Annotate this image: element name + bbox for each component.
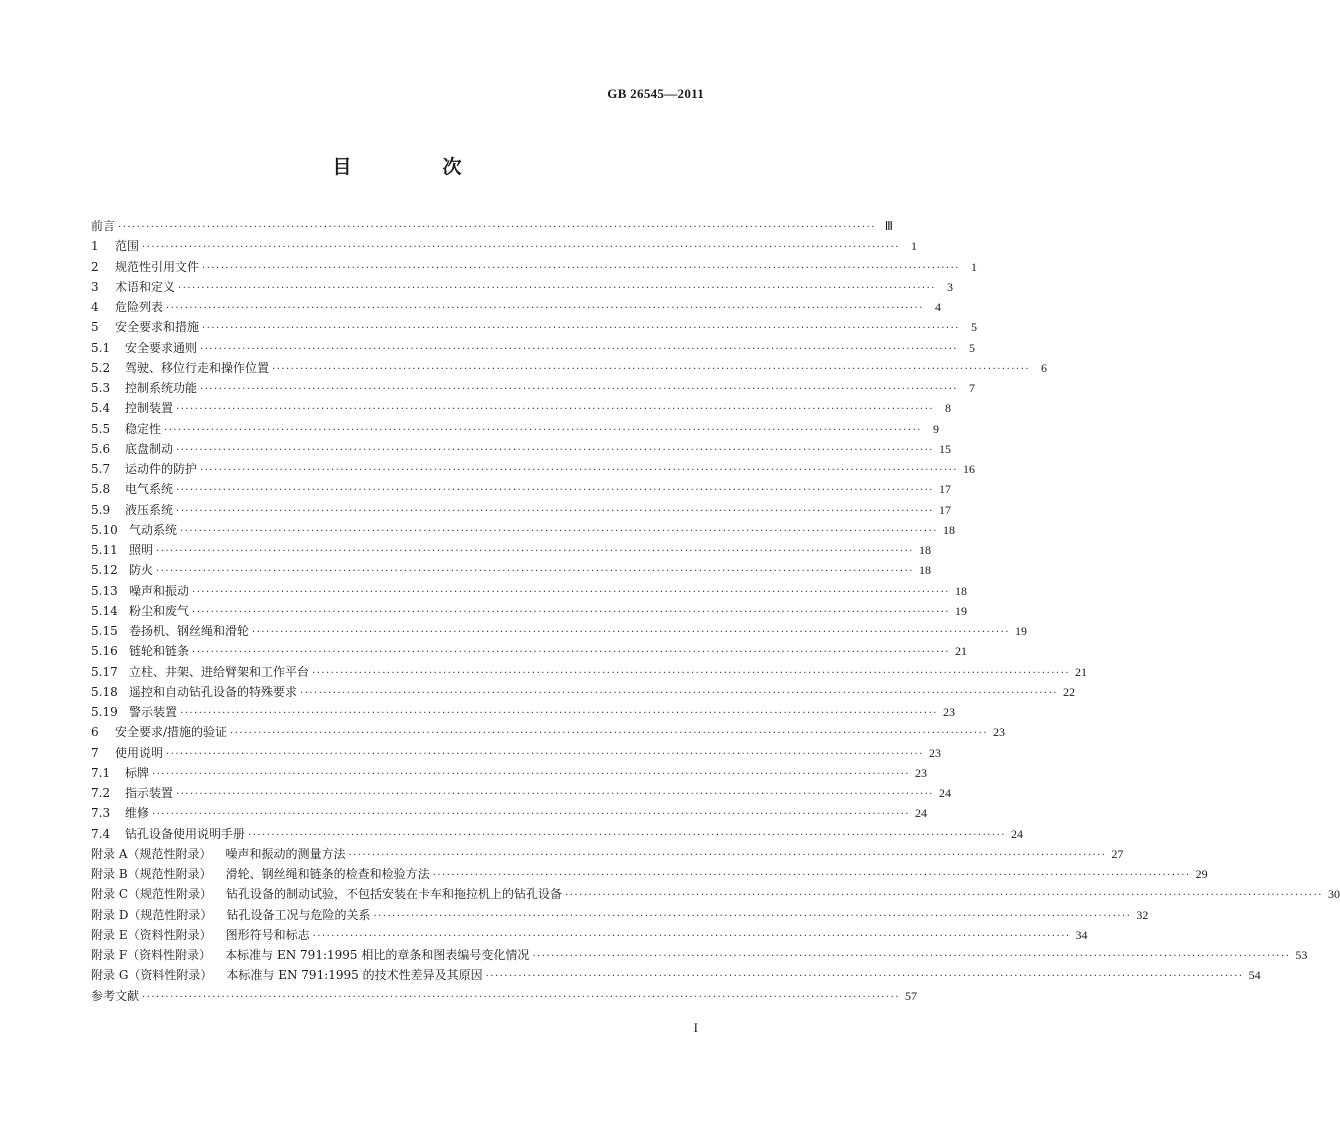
toc-entry[interactable]	[91, 439, 951, 459]
toc-leader-dots	[176, 400, 934, 420]
toc-entry-number: 5	[91, 320, 99, 335]
toc-leader-dots	[192, 583, 950, 603]
table-of-contents	[91, 216, 1340, 1006]
toc-entry-label: 粉尘和废气	[129, 603, 190, 618]
toc-entry-number: 5.6	[91, 441, 111, 456]
toc-entry-label: 图形符号和标志	[225, 927, 310, 942]
toc-leader-dots	[200, 380, 958, 400]
toc-entry-number: 附录 B（规范性附录）	[91, 867, 212, 881]
toc-entry[interactable]	[91, 743, 941, 763]
toc-entry[interactable]	[91, 864, 1208, 884]
toc-entry-page: 17	[938, 502, 951, 517]
toc-leader-dots	[166, 745, 924, 765]
toc-leader-dots	[152, 765, 910, 785]
toc-entry-number: 7	[91, 745, 99, 760]
page-number: I	[693, 1020, 698, 1035]
toc-entry-page: 15	[938, 441, 951, 456]
toc-entry[interactable]	[91, 540, 931, 560]
toc-entry-page: 23	[914, 765, 927, 780]
toc-entry[interactable]	[91, 216, 893, 236]
toc-entry-number: 附录 F（资料性附录）	[91, 948, 212, 962]
toc-entry[interactable]	[91, 824, 1023, 844]
toc-entry[interactable]	[91, 358, 1047, 378]
toc-entry-page: 5	[970, 320, 977, 335]
toc-leader-dots	[164, 421, 922, 441]
toc-entry[interactable]	[91, 803, 927, 823]
toc-leader-dots	[176, 785, 934, 805]
toc-entry[interactable]	[91, 338, 975, 358]
toc-entry-page: 6	[1040, 360, 1047, 375]
toc-entry[interactable]	[91, 297, 941, 317]
toc-entry-label: 卷扬机、钢丝绳和滑轮	[129, 624, 250, 638]
toc-entry-page: 17	[938, 482, 951, 497]
toc-leader-dots	[192, 603, 950, 623]
toc-entry-label: 噪声和振动	[129, 583, 190, 598]
toc-entry-page: 24	[1010, 826, 1023, 841]
toc-leader-dots	[532, 947, 1290, 967]
page-title: 目 次	[332, 156, 498, 178]
toc-entry-label: 规范性引用文件	[115, 259, 200, 274]
toc-entry-page: 21	[954, 644, 967, 659]
toc-entry-page: 4	[934, 300, 941, 314]
toc-entry[interactable]	[91, 317, 977, 337]
toc-leader-dots	[200, 340, 958, 360]
toc-entry-page: 1	[970, 259, 977, 274]
toc-entry-number: 7.2	[91, 786, 111, 800]
toc-entry[interactable]	[91, 419, 939, 439]
toc-entry-number: 2	[91, 259, 99, 274]
toc-entry-page: 18	[954, 583, 967, 598]
toc-entry-page: 53	[1295, 948, 1308, 962]
toc-entry-label: 本标准与 EN 791:1995 相比的章条和图表编号变化情况	[225, 948, 530, 962]
toc-entry[interactable]	[91, 520, 955, 540]
toc-leader-dots	[202, 259, 960, 279]
toc-entry-page: 24	[914, 806, 927, 821]
toc-entry-label: 噪声和振动的测量方法	[225, 846, 346, 861]
toc-entry[interactable]	[91, 601, 967, 621]
toc-entry-page: 24	[938, 786, 951, 800]
toc-entry-page: 8	[944, 401, 951, 416]
toc-entry-number: 5.4	[91, 401, 111, 416]
toc-entry-label: 使用说明	[115, 745, 164, 760]
toc-entry[interactable]	[91, 925, 1088, 945]
toc-entry-number: 附录 C（规范性附录）	[91, 887, 212, 902]
toc-entry-label: 安全要求和措施	[115, 320, 200, 335]
toc-entry-label: 液压系统	[125, 502, 174, 517]
toc-entry-number: 3	[91, 279, 99, 294]
toc-leader-dots	[313, 927, 1071, 947]
toc-entry-page: 23	[942, 705, 955, 719]
toc-entry-number: 5.18	[91, 684, 118, 699]
toc-leader-dots	[373, 907, 1131, 927]
toc-entry-label: 照明	[129, 543, 154, 557]
toc-leader-dots	[433, 866, 1191, 886]
toc-leader-dots	[142, 238, 900, 258]
toc-leader-dots	[192, 643, 950, 663]
toc-entry-number: 附录 D（规范性附录）	[91, 907, 213, 922]
toc-entry-label: 立柱、井架、进给臂架和工作平台	[129, 664, 310, 679]
toc-entry[interactable]	[91, 662, 1087, 682]
toc-entry[interactable]	[91, 945, 1308, 965]
toc-entry[interactable]	[91, 682, 1075, 702]
toc-entry-number: 附录 A（规范性附录）	[91, 846, 212, 861]
toc-entry-label: 防火	[129, 563, 154, 578]
toc-entry-label: 钻孔设备的制动试验，不包括安装在卡车和拖拉机上的钻孔设备	[226, 887, 563, 902]
toc-entry-label: 驾驶、移位行走和操作位置	[125, 360, 270, 375]
toc-leader-dots	[202, 319, 960, 339]
toc-entry-number: 附录 G（资料性附录）	[91, 968, 213, 983]
toc-entry-label: 稳定性	[125, 421, 162, 436]
toc-entry-label: 控制系统功能	[125, 381, 198, 395]
toc-entry-label: 参考文献	[91, 988, 140, 1003]
toc-entry-number: 5.10	[91, 522, 118, 537]
toc-entry-number: 5.9	[91, 502, 111, 517]
toc-leader-dots	[142, 988, 900, 1008]
standard-code: GB 26545—2011	[607, 86, 704, 101]
toc-leader-dots	[248, 826, 1006, 846]
toc-entry-label: 底盘制动	[125, 441, 174, 456]
toc-entry-number: 5.5	[91, 421, 111, 436]
toc-entry[interactable]	[91, 965, 1261, 985]
toc-entry[interactable]	[91, 236, 917, 256]
toc-leader-dots	[230, 724, 988, 744]
toc-entry[interactable]	[91, 905, 1149, 925]
toc-entry-page: 19	[954, 603, 967, 618]
toc-entry-label: 危险列表	[115, 300, 164, 314]
toc-entry[interactable]	[91, 722, 1005, 742]
toc-entry-label: 前言	[91, 219, 116, 233]
toc-entry[interactable]	[91, 783, 951, 803]
toc-entry-number: 5.7	[91, 462, 111, 476]
toc-entry-number: 5.1	[91, 340, 111, 355]
toc-entry-page: 7	[968, 381, 975, 395]
toc-entry-number: 5.14	[91, 603, 118, 618]
toc-entry[interactable]	[91, 459, 975, 479]
toc-entry[interactable]	[91, 884, 1340, 904]
toc-entry-page: 18	[918, 543, 931, 557]
toc-entry[interactable]	[91, 641, 967, 661]
toc-entry-label: 本标准与 EN 791:1995 的技术性差异及其原因	[226, 968, 483, 983]
toc-leader-dots	[180, 522, 938, 542]
toc-entry-page: 5	[968, 340, 975, 355]
toc-entry[interactable]	[91, 500, 951, 520]
toc-entry-number: 5.15	[91, 624, 118, 638]
toc-leader-dots	[312, 664, 1070, 684]
toc-entry-page: 34	[1075, 927, 1088, 942]
toc-leader-dots	[178, 279, 936, 299]
toc-entry-page: 57	[904, 988, 917, 1003]
toc-entry[interactable]	[91, 844, 1124, 864]
toc-entry-page: 9	[932, 421, 939, 436]
toc-entry[interactable]	[91, 479, 951, 499]
toc-entry-label: 维修	[125, 806, 150, 821]
toc-leader-dots	[166, 299, 924, 319]
toc-leader-dots	[272, 360, 1030, 380]
toc-entry[interactable]	[91, 277, 953, 297]
toc-entry[interactable]	[91, 257, 977, 277]
toc-entry-page: 21	[1074, 664, 1087, 679]
toc-entry-label: 气动系统	[129, 522, 178, 537]
toc-entry-page: 32	[1136, 907, 1149, 922]
toc-entry-page: 3	[946, 279, 953, 294]
toc-leader-dots	[252, 623, 1010, 643]
toc-entry-number: 5.13	[91, 583, 118, 598]
toc-entry-label: 钻孔设备工况与危险的关系	[226, 907, 371, 922]
toc-entry[interactable]	[91, 581, 967, 601]
toc-entry[interactable]	[91, 560, 931, 580]
toc-entry-label: 链轮和链条	[129, 644, 190, 659]
toc-entry-label: 电气系统	[125, 482, 174, 497]
toc-entry-label: 安全要求/措施的验证	[115, 725, 228, 740]
toc-entry[interactable]	[91, 986, 917, 1006]
toc-leader-dots	[176, 441, 934, 461]
toc-leader-dots	[486, 967, 1244, 987]
toc-leader-dots	[176, 481, 934, 501]
toc-leader-dots	[200, 461, 958, 481]
toc-entry-number: 7.4	[91, 826, 111, 841]
toc-entry-label: 警示装置	[129, 705, 178, 719]
toc-entry-number: 附录 E（资料性附录）	[91, 927, 212, 942]
toc-entry-number: 5.17	[91, 664, 118, 679]
toc-entry-label: 范围	[115, 239, 140, 254]
toc-entry[interactable]	[91, 378, 975, 398]
toc-entry-number: 6	[91, 725, 99, 740]
toc-entry-label: 运动件的防护	[125, 462, 198, 476]
toc-entry[interactable]	[91, 702, 955, 722]
toc-entry-page: 18	[918, 563, 931, 578]
toc-entry-number: 7.3	[91, 806, 111, 821]
toc-entry-number: 5.8	[91, 482, 111, 497]
toc-entry-number: 5.3	[91, 381, 111, 395]
toc-entry-page: 54	[1248, 968, 1261, 983]
toc-entry-page: 29	[1195, 867, 1208, 881]
toc-entry-page: 1	[910, 239, 917, 254]
toc-leader-dots	[118, 218, 876, 238]
toc-entry[interactable]	[91, 763, 927, 783]
toc-entry-number: 5.19	[91, 705, 118, 719]
toc-entry-label: 指示装置	[125, 786, 174, 800]
toc-entry[interactable]	[91, 398, 951, 418]
toc-entry-page: 18	[942, 522, 955, 537]
toc-leader-dots	[152, 805, 910, 825]
toc-entry-label: 安全要求通则	[125, 340, 198, 355]
toc-entry-label: 术语和定义	[115, 279, 176, 294]
toc-entry-page: 23	[928, 745, 941, 760]
toc-leader-dots	[349, 846, 1107, 866]
toc-entry-label: 遥控和自动钻孔设备的特殊要求	[129, 684, 298, 699]
toc-leader-dots	[180, 704, 938, 724]
toc-entry-number: 1	[91, 239, 99, 254]
toc-entry-label: 标牌	[125, 765, 150, 780]
toc-entry-page: 19	[1014, 624, 1027, 638]
toc-entry-label: 滑轮、钢丝绳和链条的检查和检验方法	[225, 867, 430, 881]
toc-leader-dots	[156, 542, 914, 562]
toc-entry-number: 5.11	[91, 543, 118, 557]
toc-entry-page: 23	[993, 725, 1005, 740]
toc-entry-number: 5.16	[91, 644, 118, 659]
toc-entry-number: 5.2	[91, 360, 111, 375]
toc-entry-number: 5.12	[91, 563, 118, 578]
toc-leader-dots	[300, 684, 1058, 704]
toc-leader-dots	[176, 502, 934, 522]
toc-entry-page: 30	[1327, 887, 1340, 902]
toc-entry-page: 22	[1062, 684, 1075, 699]
toc-entry-number: 7.1	[91, 765, 111, 780]
toc-entry-page: Ⅲ	[884, 219, 893, 233]
toc-leader-dots	[565, 886, 1323, 906]
toc-entry-label: 控制装置	[125, 401, 174, 416]
toc-entry[interactable]	[91, 621, 1027, 641]
toc-entry-number: 4	[91, 300, 99, 314]
toc-entry-label: 钻孔设备使用说明手册	[125, 826, 246, 841]
toc-entry-page: 27	[1111, 846, 1124, 861]
toc-entry-page: 16	[962, 462, 975, 476]
toc-leader-dots	[156, 562, 914, 582]
